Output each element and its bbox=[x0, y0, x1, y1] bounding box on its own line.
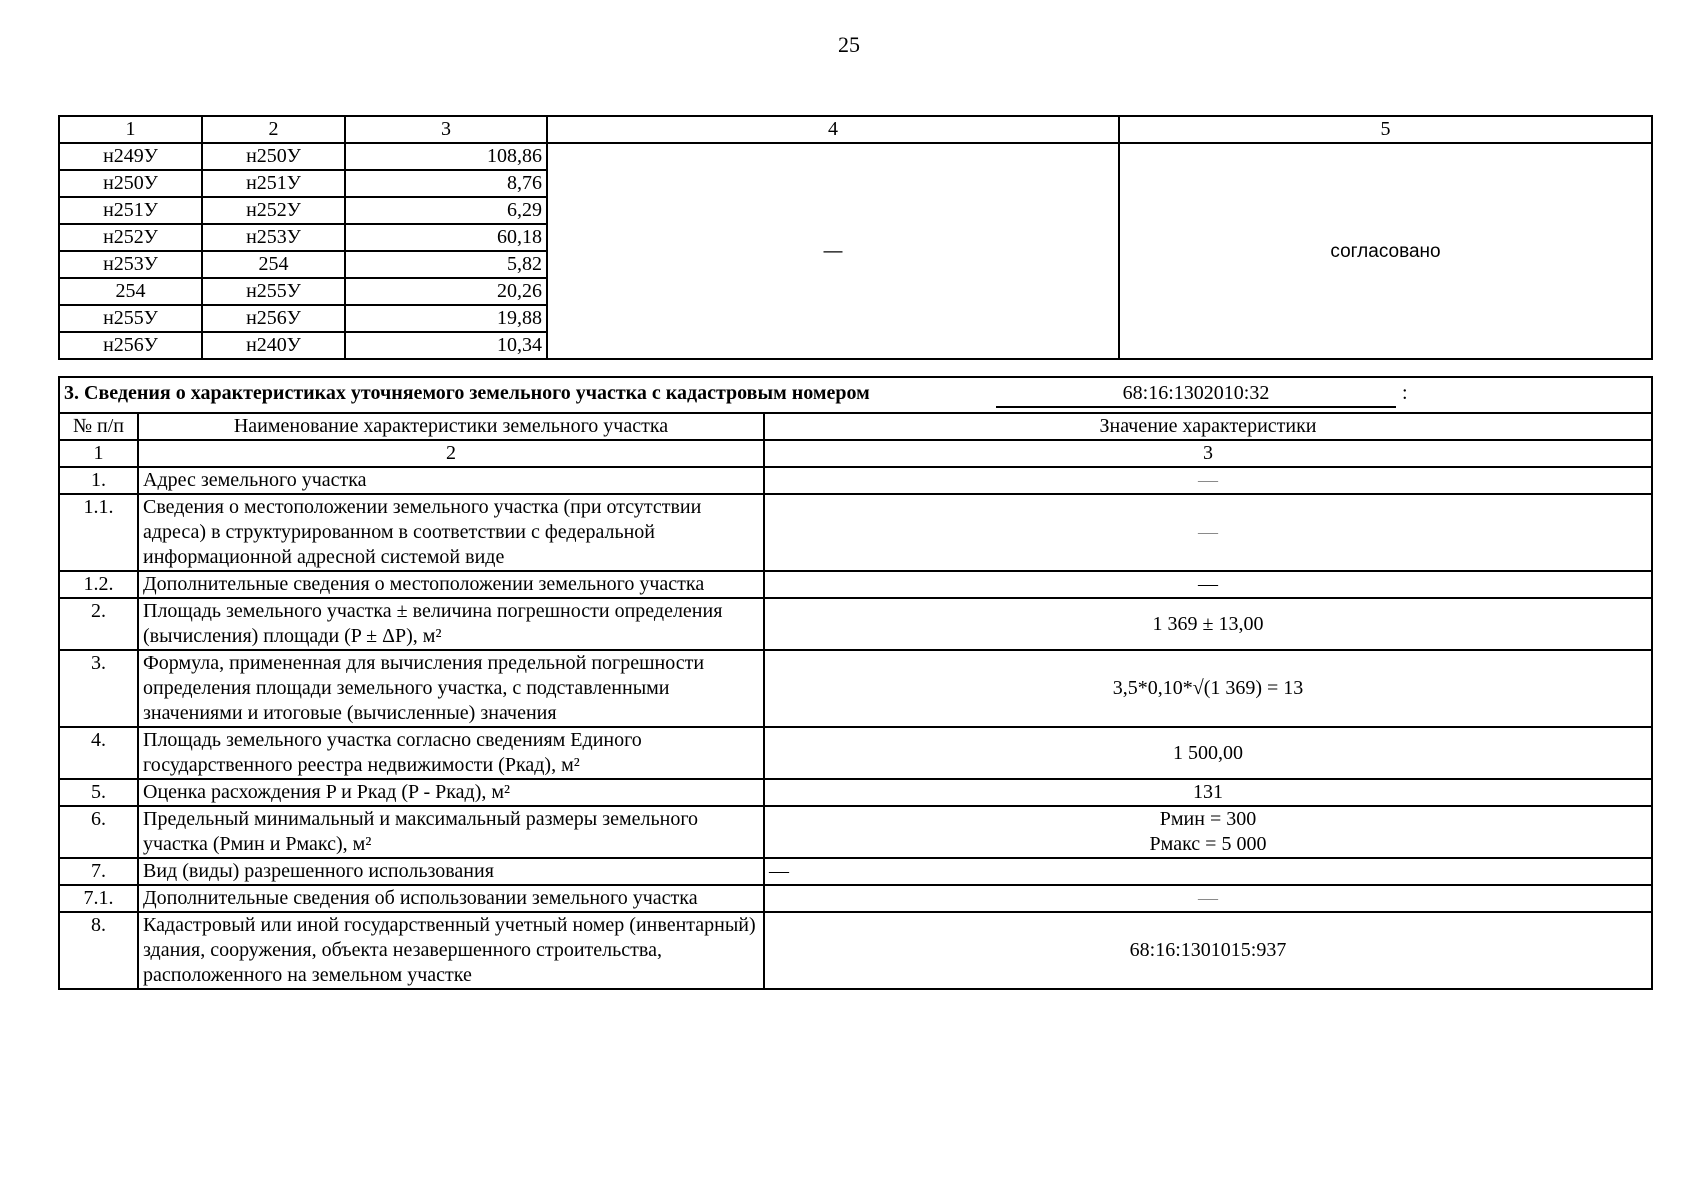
point-to: н252У bbox=[202, 197, 345, 224]
row-number: 1.2. bbox=[59, 571, 138, 598]
characteristic-name: Адрес земельного участка bbox=[138, 467, 764, 494]
characteristic-name: Дополнительные сведения об использовании земельного участка bbox=[138, 885, 764, 912]
point-from: 254 bbox=[59, 278, 202, 305]
approval-status: согласовано bbox=[1119, 143, 1652, 359]
row-number: 3. bbox=[59, 650, 138, 727]
characteristic-value: 1 500,00 bbox=[764, 727, 1652, 779]
table-row bbox=[59, 885, 1652, 912]
point-from: н250У bbox=[59, 170, 202, 197]
segment-length: 6,29 bbox=[345, 197, 547, 224]
characteristic-value: — bbox=[764, 467, 1652, 494]
header-cell: 1 bbox=[59, 116, 202, 143]
row-number: 1.1. bbox=[59, 494, 138, 571]
header-number-cell: 1 bbox=[59, 440, 138, 467]
table-header-row bbox=[59, 413, 1652, 440]
table-row bbox=[59, 143, 1652, 170]
table-row bbox=[59, 650, 1652, 727]
characteristic-value: — bbox=[764, 885, 1652, 912]
segment-table bbox=[58, 115, 1653, 360]
point-to: н250У bbox=[202, 143, 345, 170]
header-cell: 3 bbox=[345, 116, 547, 143]
point-to: н255У bbox=[202, 278, 345, 305]
header-cell: Наименование характеристики земельного участка bbox=[138, 413, 764, 440]
characteristic-name: Вид (виды) разрешенного использования bbox=[138, 858, 764, 885]
row-number: 7. bbox=[59, 858, 138, 885]
segment-length: 19,88 bbox=[345, 305, 547, 332]
section-title: 3. Сведения о характеристиках уточняемого земельного участка с кадастровым номером bbox=[64, 382, 870, 404]
characteristic-value: — bbox=[764, 858, 1652, 885]
table-row bbox=[59, 116, 1652, 143]
header-number-cell: 3 bbox=[764, 440, 1652, 467]
characteristic-name: Оценка расхождения P и Ркад (P - Ркад), м² bbox=[138, 779, 764, 806]
segment-length: 10,34 bbox=[345, 332, 547, 359]
row-number: 1. bbox=[59, 467, 138, 494]
header-cell: 4 bbox=[547, 116, 1119, 143]
table-row bbox=[59, 598, 1652, 650]
segment-length: 108,86 bbox=[345, 143, 547, 170]
row-number: 4. bbox=[59, 727, 138, 779]
point-from: н253У bbox=[59, 251, 202, 278]
table-row bbox=[59, 467, 1652, 494]
header-cell: № п/п bbox=[59, 413, 138, 440]
row-number: 6. bbox=[59, 806, 138, 858]
row-number: 8. bbox=[59, 912, 138, 989]
section-colon: : bbox=[1402, 382, 1408, 404]
segment-length: 5,82 bbox=[345, 251, 547, 278]
characteristic-name: Предельный минимальный и максимальный размеры земельного участка (Рмин и Рмакс), м² bbox=[138, 806, 764, 858]
point-to: 254 bbox=[202, 251, 345, 278]
table-header-numbers-row bbox=[59, 440, 1652, 467]
characteristics-table bbox=[58, 376, 1653, 990]
characteristic-value bbox=[764, 806, 1652, 858]
table-row bbox=[59, 571, 1652, 598]
characteristic-value: 3,5*0,10*√(1 369) = 13 bbox=[764, 650, 1652, 727]
min-size-value: Рмин = 300 bbox=[1159, 808, 1257, 830]
characteristic-name: Формула, примененная для вычисления предельной погрешности определения площади земельного участка, с подставленными значениями и итоговые (вычисленные) значения bbox=[138, 650, 764, 727]
characteristic-value: 68:16:1301015:937 bbox=[764, 912, 1652, 989]
page-number: 25 bbox=[838, 32, 860, 57]
row-number: 5. bbox=[59, 779, 138, 806]
point-from: н251У bbox=[59, 197, 202, 224]
segment-length: 60,18 bbox=[345, 224, 547, 251]
point-from: н256У bbox=[59, 332, 202, 359]
section-title-row bbox=[59, 377, 1652, 413]
col4-value: — bbox=[547, 143, 1119, 359]
table-row bbox=[59, 912, 1652, 989]
segment-length: 8,76 bbox=[345, 170, 547, 197]
header-cell: 5 bbox=[1119, 116, 1652, 143]
point-to: н256У bbox=[202, 305, 345, 332]
header-cell: 2 bbox=[202, 116, 345, 143]
header-number-cell: 2 bbox=[138, 440, 764, 467]
header-cell: Значение характеристики bbox=[764, 413, 1652, 440]
characteristic-name: Сведения о местоположении земельного участка (при отсутствии адреса) в структурированном в соответствии с федеральной информационной адресной системой виде bbox=[138, 494, 764, 571]
table-row bbox=[59, 494, 1652, 571]
characteristic-name: Площадь земельного участка ± величина погрешности определения (вычисления) площади (P ± ΔP), м² bbox=[138, 598, 764, 650]
table-row bbox=[59, 806, 1652, 858]
table-row bbox=[59, 779, 1652, 806]
characteristic-value: — bbox=[764, 494, 1652, 571]
row-number: 7.1. bbox=[59, 885, 138, 912]
segment-length: 20,26 bbox=[345, 278, 547, 305]
characteristic-value: 1 369 ± 13,00 bbox=[764, 598, 1652, 650]
point-to: н240У bbox=[202, 332, 345, 359]
max-size-value: Рмакс = 5 000 bbox=[1149, 833, 1267, 855]
table-row bbox=[59, 858, 1652, 885]
point-from: н252У bbox=[59, 224, 202, 251]
point-from: н249У bbox=[59, 143, 202, 170]
characteristic-value: 131 bbox=[764, 779, 1652, 806]
characteristic-name: Дополнительные сведения о местоположении земельного участка bbox=[138, 571, 764, 598]
point-from: н255У bbox=[59, 305, 202, 332]
point-to: н253У bbox=[202, 224, 345, 251]
point-to: н251У bbox=[202, 170, 345, 197]
table-row bbox=[59, 727, 1652, 779]
characteristic-name: Площадь земельного участка согласно сведениям Единого государственного реестра недвижимости (Ркад), м² bbox=[138, 727, 764, 779]
characteristic-name: Кадастровый или иной государственный учетный номер (инвентарный) здания, сооружения, объекта незавершенного строительства, расположенного на земельном участке bbox=[138, 912, 764, 989]
cadastral-number: 68:16:1302010:32 bbox=[996, 381, 1396, 408]
characteristic-value: — bbox=[764, 571, 1652, 598]
row-number: 2. bbox=[59, 598, 138, 650]
